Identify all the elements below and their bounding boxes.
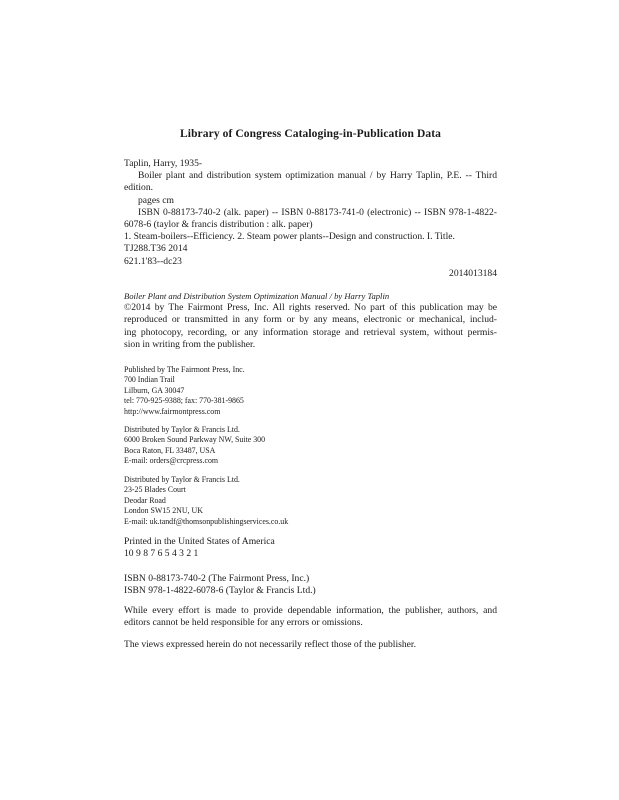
publisher-city: Lilburn, GA 30047: [124, 385, 185, 395]
copyright-line: reproduced or transmitted in any form or by any means, electronic or mechanical, includ-: [124, 314, 497, 326]
cip-record: [124, 158, 497, 280]
distributor-uk-street: 23-25 Blades Court: [124, 485, 186, 495]
distributor-us-email: E-mail: orders@crcpress.com: [124, 456, 219, 466]
distributor-uk-email: E-mail: uk.tandf@thomsonpublishingservices.co.uk: [124, 516, 289, 526]
distributor-uk-city: London SW15 2NU, UK: [124, 506, 203, 516]
publisher-phone: tel: 770-925-9388; fax: 770-381-9865: [124, 396, 244, 406]
isbn-list: [124, 573, 497, 597]
publisher-name: Published by The Fairmont Press, Inc.: [124, 365, 245, 374]
disclaimer: [124, 605, 497, 629]
printing-info: [124, 536, 497, 560]
publisher-street: 700 Indian Trail: [124, 375, 175, 385]
disclaimer-line: editors cannot be held responsible for any errors or omissions.: [124, 617, 363, 629]
cip-heading: Library of Congress Cataloging-in-Publication Data: [180, 128, 441, 140]
cip-ddc: 621.1'83--dc23: [124, 255, 182, 267]
publisher-website: http://www.fairmontpress.com: [124, 406, 221, 416]
cip-lcc: TJ288.T36 2014: [124, 243, 188, 255]
cip-lccn: 2014013184: [449, 267, 497, 279]
copyright-line: ©2014 by The Fairmont Press, Inc. All rights reserved. No part of this publication may be: [124, 302, 497, 314]
disclaimer-line: While every effort is made to provide dependable information, the publisher, authors, and: [124, 605, 497, 616]
distributor-us-address: [124, 425, 497, 467]
book-title: Boiler Plant and Distribution System Optimization Manual / by Harry Taplin: [124, 291, 390, 301]
cip-pages: pages cm: [138, 194, 174, 206]
cip-subjects: 1. Steam-boilers--Efficiency. 2. Steam power plants--Design and construction. I. Title.: [124, 231, 455, 243]
cip-title: Boiler plant and distribution system optimization manual / by Harry Taplin, P.E. -- Third: [138, 170, 497, 182]
distributor-us-street: 6000 Broken Sound Parkway NW, Suite 300: [124, 435, 266, 445]
cip-title-cont: edition.: [124, 182, 154, 194]
isbn-fairmont: ISBN 0-88173-740-2 (The Fairmont Press, Inc.): [124, 573, 310, 584]
cip-author: Taplin, Harry, 1935-: [124, 158, 203, 169]
cip-isbn: ISBN 0-88173-740-2 (alk. paper) -- ISBN 0-88173-741-0 (electronic) -- ISBN 978-1-4822-: [138, 206, 497, 218]
distributor-uk-address: [124, 475, 497, 527]
distributor-uk-name: Distributed by Taylor & Francis Ltd.: [124, 475, 240, 484]
distributor-us-city: Boca Raton, FL 33487, USA: [124, 445, 216, 455]
isbn-taylor-francis: ISBN 978-1-4822-6078-6 (Taylor & Francis Ltd.): [124, 585, 316, 597]
printing-line: 10 9 8 7 6 5 4 3 2 1: [124, 548, 199, 560]
views-disclaimer: The views expressed herein do not necessarily reflect those of the publisher.: [124, 639, 416, 650]
copyright-line: ing photocopy, recording, or any information storage and retrieval system, without permis-: [124, 326, 497, 338]
printed-country: Printed in the United States of America: [124, 536, 275, 547]
distributor-us-name: Distributed by Taylor & Francis Ltd.: [124, 425, 240, 434]
copyright-notice: [124, 290, 497, 351]
distributor-uk-road: Deodar Road: [124, 495, 166, 505]
publisher-address: [124, 365, 497, 417]
copyright-line: sion in writing from the publisher.: [124, 338, 256, 350]
cip-isbn-cont: 6078-6 (taylor & francis distribution : alk. paper): [124, 219, 313, 231]
